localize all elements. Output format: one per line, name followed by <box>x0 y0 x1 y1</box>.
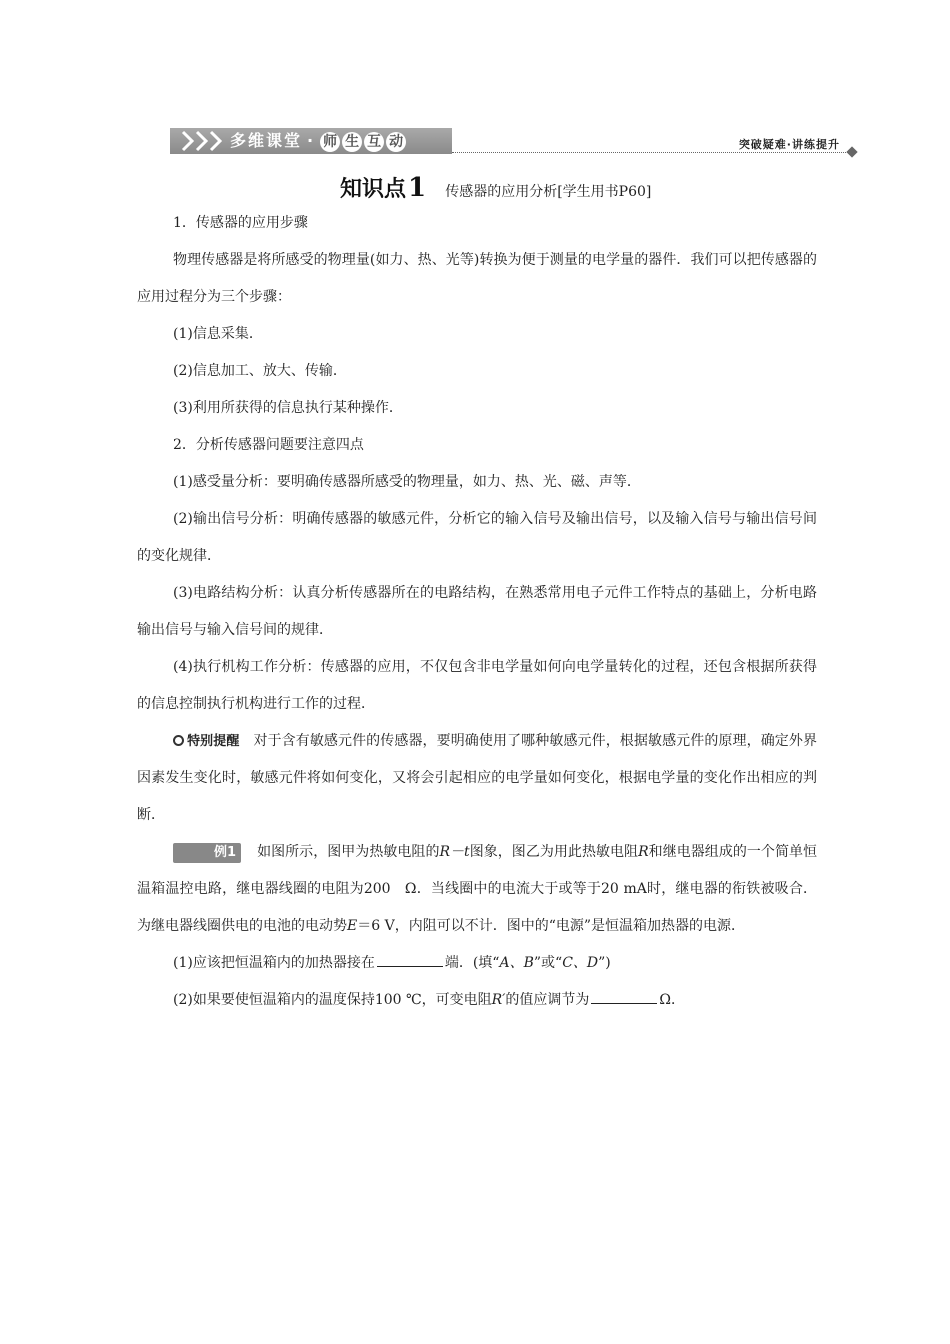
section-banner <box>170 128 860 158</box>
answer-blank[interactable] <box>377 952 443 967</box>
list-item: (2)信息加工、放大、传输． <box>173 363 347 379</box>
tip-label: 特别提醒 <box>187 734 240 749</box>
example-text: 如图所示，图甲为热敏电阻的 <box>257 844 440 860</box>
question-text: ”或“ <box>533 955 563 971</box>
tip-text: 对于含有敏感元件的传感器，要明确使用了哪种敏感元件，根据敏感元件的原理，确定外界因素发生变化时，敏感元件将如何变化，又将会引起相应的电学量如何变化，根据电学量的变化作出相应的判断． <box>137 733 817 823</box>
question-text: (2)如果要使恒温箱内的温度保持100 ℃，可变电阻 <box>173 992 492 1008</box>
example-var: E <box>347 918 358 934</box>
answer-blank[interactable] <box>591 989 657 1004</box>
example-text: 图象，图乙为用此热敏电阻 <box>469 844 639 860</box>
banner-char: 动 <box>386 132 406 152</box>
example-var: R <box>638 844 649 860</box>
banner-title <box>230 130 408 152</box>
section-title: 2．分析传感器问题要注意四点 <box>173 437 364 453</box>
example-problem <box>137 834 817 945</box>
question-text: 的值应调节为 <box>505 992 590 1008</box>
section-title: 1．传感器的应用步骤 <box>173 215 308 231</box>
question-text: 端．(填“ <box>444 955 500 971</box>
question-1 <box>137 945 817 982</box>
list-item: (4)执行机构工作分析：传感器的应用，不仅包含非电学量如何向电学量转化的过程，还包含根据所获得的信息控制执行机构进行工作的过程． <box>137 659 817 712</box>
banner-bar <box>170 128 452 154</box>
heading-subtitle: 传感器的应用分析[学生用书P60] <box>445 184 652 200</box>
question-text: (1)应该把恒温箱内的加热器接在 <box>173 955 375 971</box>
paragraph: 物理传感器是将所感受的物理量(如力、热、光等)转换为便于测量的电学量的器件．我们可以把传感器的应用过程分为三个步骤： <box>137 252 817 305</box>
heading-label: 知识点 <box>340 177 407 202</box>
diamond-icon <box>846 146 857 157</box>
question-var: R′ <box>491 992 506 1008</box>
example-badge: 例1 <box>173 843 241 863</box>
chevron-right-icon <box>208 130 224 152</box>
knowledge-point-heading <box>340 172 651 203</box>
question-text: ”) <box>598 955 611 971</box>
list-item: (2)输出信号分析：明确传感器的敏感元件，分析它的输入信号及输出信号，以及输入信号与输出信号间的变化规律． <box>137 511 817 564</box>
banner-dotted-line <box>452 152 848 153</box>
banner-char: 师 <box>320 132 340 152</box>
banner-dot: · <box>307 131 316 150</box>
main-content <box>137 205 817 1019</box>
question-2 <box>137 982 817 1019</box>
special-tip <box>137 723 817 834</box>
list-item: (1)信息采集． <box>173 326 263 342</box>
example-var: R－t <box>439 844 470 860</box>
question-text: Ω． <box>659 992 686 1008</box>
list-item: (3)电路结构分析：认真分析传感器所在的电路结构，在熟悉常用电子元件工作特点的基础上，分析电路输出信号与输入信号间的规律． <box>137 585 817 638</box>
list-item: (3)利用所获得的信息执行某种操作． <box>173 400 403 416</box>
banner-char: 生 <box>342 132 362 152</box>
banner-char: 互 <box>364 132 384 152</box>
question-var: C、D <box>562 955 599 971</box>
banner-right-label: 突破疑难·讲练提升 <box>738 138 840 151</box>
example-text: 和继电器组成的一个简单恒温箱温控电路，继电器线圈的电阻为200 Ω．当线圈中的电流大于或等于20 mA时，继电器的衔铁被吸合．为继电器线圈供电的电池的电动势 <box>137 844 818 934</box>
banner-title-main: 多维课堂 <box>230 131 303 150</box>
list-item: (1)感受量分析：要明确传感器所感受的物理量，如力、热、光、磁、声等． <box>173 474 641 490</box>
heading-number: 1 <box>408 173 427 203</box>
question-var: A、B <box>499 955 534 971</box>
tip-circle-icon <box>173 735 184 746</box>
example-text: ＝6 V，内阻可以不计．图中的“电源”是恒温箱加热器的电源． <box>357 918 746 934</box>
